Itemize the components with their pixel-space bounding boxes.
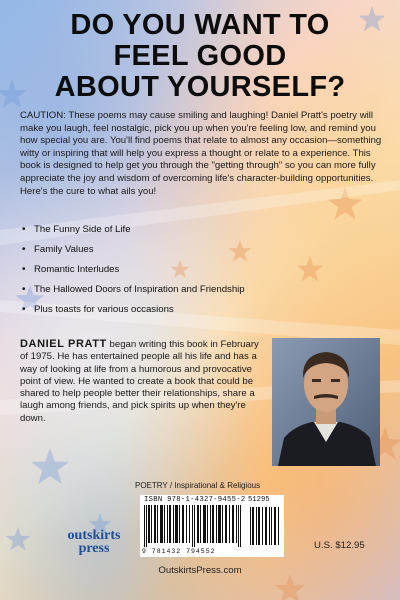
feature-list — [22, 224, 342, 324]
feature-item — [22, 304, 342, 324]
feature-item-text: The Funny Side of Life — [34, 224, 131, 235]
publisher-logo — [64, 530, 124, 555]
feature-item-text: Romantic Interludes — [34, 264, 120, 275]
headline-line-3: ABOUT YOURSELF? — [54, 71, 346, 103]
author-bio-text: began writing this book in February of 1975. He has entertained people all his life and has a way of looking at life from a humorous and provocative point of view. He wanted to create a book that could be shared to help people better their relationships, share a laugh among friends, and pick spirits up when they're down. — [20, 339, 259, 424]
price-code: 51295 — [248, 496, 270, 504]
headline-line-2: FEEL GOOD — [113, 40, 287, 72]
feature-item — [22, 284, 342, 304]
bullet-icon: • — [22, 304, 26, 315]
feature-item — [22, 264, 342, 284]
barcode-addon — [250, 507, 280, 545]
feature-item-text: Plus toasts for various occasions — [34, 304, 174, 315]
author-bio — [20, 338, 266, 425]
publisher-logo-line-2: press — [78, 541, 110, 556]
feature-item — [22, 244, 342, 264]
headline — [0, 10, 400, 103]
bullet-icon: • — [22, 244, 26, 255]
isbn-number: ISBN 978-1-4327-9455-2 — [144, 496, 246, 504]
isbn-barcode — [140, 495, 284, 557]
author-portrait-icon — [272, 338, 380, 466]
feature-item-text: Family Values — [34, 244, 94, 255]
publisher-website: OutskirtsPress.com — [158, 565, 242, 576]
author-name: DANIEL PRATT — [20, 338, 107, 350]
headline-line-1: DO YOU WANT TO — [70, 9, 330, 41]
bullet-icon: • — [22, 264, 26, 275]
barcode-ean — [144, 505, 244, 547]
bullet-icon: • — [22, 284, 26, 295]
feature-item-text: The Hallowed Doors of Inspiration and Friendship — [34, 284, 245, 295]
caution-paragraph: CAUTION: These poems may cause smiling and laughing! Daniel Pratt's poetry will make you laugh, feel nostalgic, pick you up when you're feeling low, and remind you how special you are. You'll find poems that relate to almost any occasion—something witty or inspiring that will help you express a thought or relate to a experience. This book is designed to help get you through the "getting through" so you can more fully appreciate the joy and wisdom of overcoming life's character-building opportunities. Here's the cure to what ails you! — [20, 110, 382, 197]
publisher-logo-line-1: outskirts — [67, 528, 121, 543]
price-label: U.S. $12.95 — [314, 540, 365, 551]
category-label: POETRY / Inspirational & Religious — [135, 481, 261, 490]
bullet-icon: • — [22, 224, 26, 235]
author-photo — [272, 338, 380, 466]
barcode-digits: 9 781432 794552 — [142, 548, 216, 555]
feature-item — [22, 224, 342, 244]
